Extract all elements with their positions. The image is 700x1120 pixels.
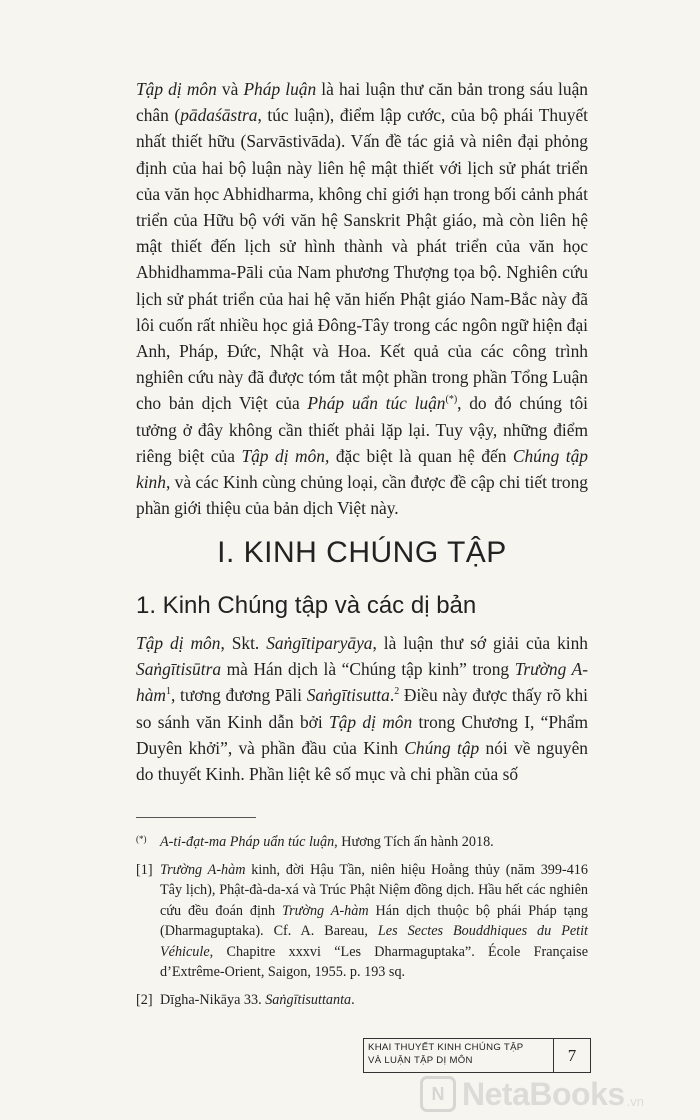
intro-paragraph xyxy=(136,76,588,521)
text-run: , tương đương Pāli xyxy=(170,685,307,706)
italic-term: Saṅgītisutta xyxy=(306,685,390,706)
text-run: là hai luận thư căn bản trong sáu luận chân ( xyxy=(136,79,588,126)
footnote xyxy=(136,832,588,853)
italic-term: Trường A-hàm xyxy=(160,861,246,878)
footer-line: VÀ LUẬN TẬP DỊ MÔN xyxy=(368,1054,473,1066)
text-run: nói về nguyên do thuyết Kinh. Phần liệt kê số mục và chi phần của số xyxy=(136,737,588,785)
footnotes xyxy=(136,832,588,1017)
italic-term: Saṅgītiparyāya xyxy=(266,633,373,653)
footnote-divider xyxy=(136,817,256,818)
text-run: , Skt. xyxy=(220,633,267,653)
running-footer-title xyxy=(364,1039,554,1072)
italic-term: Tập dị môn, xyxy=(241,445,330,466)
footnote-ref: (*) xyxy=(445,394,458,406)
text-run: mà Hán dịch là “Chúng tập kinh” trong xyxy=(221,659,515,680)
text-run: , do đó chúng tôi tưởng ở đây không cần thiết phải lặp lại. Tuy vậy, những điểm riêng biệt của xyxy=(136,393,588,466)
footer-line: KHAI THUYẾT KINH CHÚNG TẬP xyxy=(368,1042,524,1053)
italic-term: Tập dị môn xyxy=(136,79,217,99)
text-run: đặc biệt là quan hệ đến xyxy=(329,445,513,466)
running-footer xyxy=(363,1038,591,1073)
footnote-text xyxy=(160,832,588,853)
watermark-suffix: .vn xyxy=(626,1093,644,1109)
text-run: , Chapitre xxxvi “Les Dharmaguptaka”. École Française d’Extrême-Orient, Saigon, 1955. p. 193 sq. xyxy=(160,943,588,980)
watermark xyxy=(420,1074,644,1114)
subsection-title: 1. Kinh Chúng tập và các dị bản xyxy=(136,592,477,619)
text-run: , và các Kinh cùng chủng loại, cần được đề cập chi tiết trong phần giới thiệu của bản dịch Việt này. xyxy=(136,472,588,519)
italic-term: Pháp luận xyxy=(243,79,317,99)
watermark-text: NetaBooks xyxy=(462,1075,625,1112)
italic-term: Saṅgītisūtra xyxy=(136,659,222,680)
footnote-mark: [1] xyxy=(136,861,153,878)
footnote-text xyxy=(160,860,588,983)
text-run: . xyxy=(351,991,355,1008)
footnote-text xyxy=(160,990,588,1011)
italic-term: Tập dị môn xyxy=(329,711,413,732)
section-title: I. KINH CHÚNG TẬP xyxy=(217,536,507,569)
footnote-ref: 1 xyxy=(165,686,171,698)
text-run: Điều này được thấy rõ khi so sánh văn Kinh dẫn bởi xyxy=(136,685,588,732)
text-run: , Hương Tích ấn hành 2018. xyxy=(334,834,494,850)
italic-term: Pháp uẩn túc luận xyxy=(307,393,446,414)
italic-term: Tập dị môn xyxy=(136,633,221,653)
text-run: , là luận thư sớ giải của kinh xyxy=(372,633,589,653)
page-number: 7 xyxy=(567,1045,577,1065)
netabooks-logo-icon: N xyxy=(420,1076,456,1112)
footnote-ref: 2 xyxy=(394,686,400,698)
italic-term: Saṅgītisuttanta xyxy=(265,991,352,1008)
text-run: Dīgha-Nikāya 33. xyxy=(160,991,266,1008)
italic-term: Chúng tập kinh xyxy=(136,445,588,493)
text-run: trong Chương I, “Phẩm Duyên khởi”, và phần đầu của Kinh xyxy=(136,711,588,758)
italic-term: Trường A-hàm xyxy=(282,902,369,919)
text-run: và xyxy=(216,79,244,99)
footnote-mark: (*) xyxy=(136,834,147,844)
italic-term: Trường A-hàm xyxy=(136,659,589,706)
text-run: Hán dịch thuộc bộ phái Pháp tạng (Dharmaguptaka). Cf. A. Bareau, xyxy=(160,902,588,939)
italic-term: Les Sectes Bouddhiques du Petit Véhicule xyxy=(160,923,588,960)
italic-term: pādaśāstra xyxy=(180,105,258,126)
text-run: kinh, đời Hậu Tần, niên hiệu Hoằng thủy (năm 399-416 Tây lịch), Phật-đà-da-xá và Trúc Phật Niệm đồng dịch. Hầu hết các nghiên cứu đều đoán định xyxy=(160,861,588,919)
italic-term: A-ti-đạt-ma Pháp uẩn túc luận xyxy=(160,834,335,850)
text-run: . xyxy=(389,685,395,706)
footnote xyxy=(136,860,588,983)
section-paragraph xyxy=(136,630,588,787)
text-run: , túc luận), điểm lập cước, của bộ phái Thuyết nhất thiết hữu (Sarvāstivāda). Vấn đề tác giả và niên đại phỏng định của hai bộ luận này liên hệ mật thiết với lịch sử phát triển của văn học Abhidharma, không chỉ giới hạn trong bối cảnh phát triển của Hữu bộ với văn hệ Sanskrit Phật giáo, mà còn liên hệ mật thiết đến lịch sử hình thành và phát triển của văn học Abhidhamma-Pāli của Nam phương Thượng tọa bộ. Nghiên cứu lịch sử phát triển của hai hệ văn hiến Phật giáo Nam-Bắc này đã lôi cuốn rất nhiều học giả Đông-Tây trong các ngôn ngữ hiện đại Anh, Pháp, Đức, Nhật và Hoa. Kết quả của các công trình nghiên cứu này đã được tóm tắt một phần trong phần Tổng Luận cho bản dịch Việt của xyxy=(136,105,589,414)
footnote-mark: [2] xyxy=(136,991,153,1008)
italic-term: Chúng tập xyxy=(404,737,480,758)
footnote xyxy=(136,990,588,1011)
